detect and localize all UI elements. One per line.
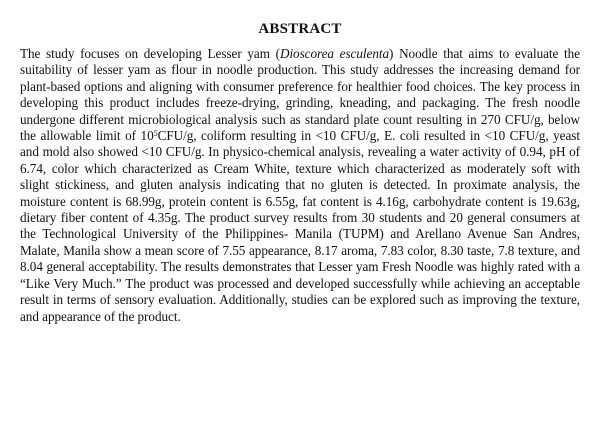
species-name: Dioscorea esculenta [279, 46, 390, 61]
abstract-rest: CFU/g, coliform resulting in <10 CFU/g, E. coli resulted in <10 CFU/g, yeast and mold also showed <10 CFU/g. In physico-chemical analysis, revealing a water activity of 0.94, pH of 6.74, color which characterized as Cream White, texture which characterized as moderately soft with slight stickiness, and gluten analysis indicating that no gluten is detected. In proximate analysis, the moisture content is 68.99g, protein content is 6.55g, fat content is 4.16g, carbohydrate content is 19.63g, dietary fiber content of 4.35g. The product survey results from 30 students and 20 general consumers at the Technological University of the Philippines- Manila (TUPM) and Arellano Avenue San Andres, Malate, Manila show a mean score of 7.55 appearance, 8.17 aroma, 7.83 color, 8.30 taste, 7.8 texture, and 8.04 general acceptability. The results demonstrates that Lesser yam Fresh Noodle was highly rated with a “Like Very Much.” The product was processed and developed successfully while achieving an acceptable result in terms of sensory evaluation. Additionally, studies can be explored such as improving the texture, and appearance of the product. [20, 128, 580, 324]
abstract-after-species: ) Noodle that aims to evaluate the suitability of lesser yam as flour in noodle production. This study addresses the increasing demand for plant-based options and aligning with consumer preference for healthier food choices. The key process in developing this product includes freeze-drying, grinding, kneading, and packaging. The fresh noodle undergone different microbiological analysis such as standard plate count resulting in 270 CFU/g, below the allowable limit of 10 [20, 46, 581, 144]
abstract-intro: The study focuses on developing Lesser yam ( [20, 46, 280, 61]
limit-exponent: 5 [153, 129, 158, 139]
abstract-paragraph [20, 46, 580, 325]
abstract-heading: ABSTRACT [258, 21, 342, 37]
